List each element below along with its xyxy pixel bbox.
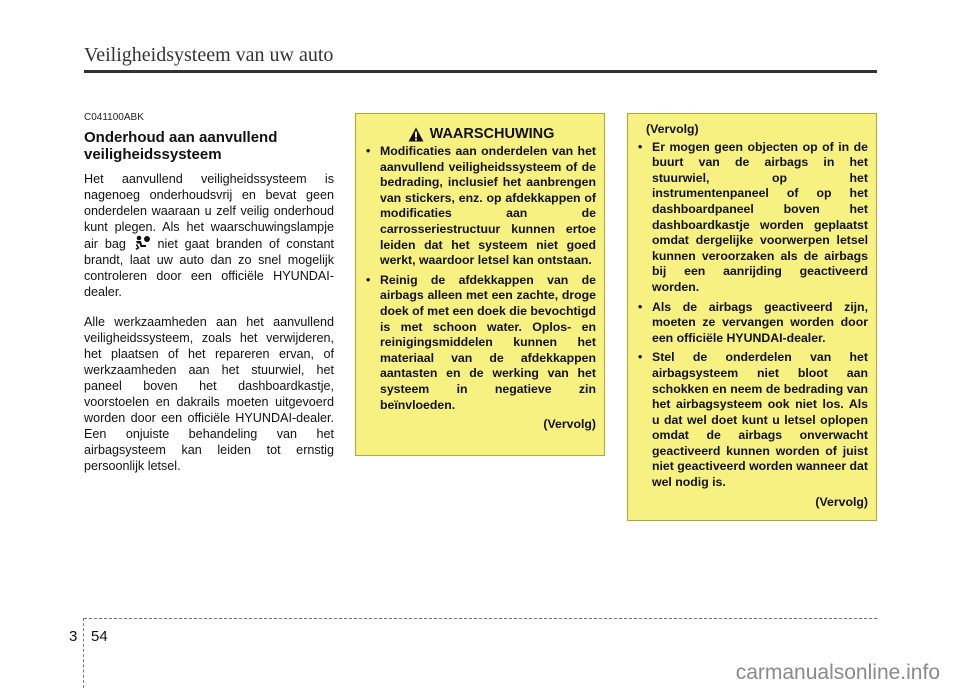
warning-list bbox=[366, 144, 596, 413]
header-rule bbox=[84, 70, 877, 73]
airbag-warning-icon bbox=[133, 235, 151, 251]
warning-box bbox=[355, 113, 605, 456]
continuation-list bbox=[638, 140, 868, 491]
page-header-title: Veiligheidsysteem van uw auto bbox=[84, 44, 334, 66]
continuation-top: (Vervolg) bbox=[646, 122, 699, 136]
page-number: 54 bbox=[91, 628, 108, 645]
warning-triangle-icon bbox=[408, 127, 424, 142]
paragraph-1 bbox=[84, 171, 334, 300]
continuation-item: • Er mogen geen objecten op of in de buurt van de airbags in het stuurwiel, op het instrumentenpaneel of op het dashboardpaneel boven het dashboardkastje worden geplaatst omdat dergelijke voorwerpen letsel kunnen veroorzaken als de airbags bij een aanrijding geactiveerd worden. bbox=[638, 140, 868, 296]
paragraph-1-part-b: niet gaat branden of constant brandt, laat uw auto dan zo snel mogelijk controleren door een officiële HYUNDAI-dealer. bbox=[84, 237, 335, 299]
warning-header bbox=[366, 126, 596, 142]
warning-item: • Modificaties aan onderdelen van het aanvullend veiligheidssysteem of de bedrading, inclusief het aanbrengen van stickers, enz. op afdekkappen of modificaties aan de carrosseriestructuur kunnen ertoe leiden dat het systeem niet goed werkt, waardoor letsel kan ontstaan. bbox=[366, 144, 596, 269]
footer-rule bbox=[84, 618, 877, 619]
warning-item: • Reinig de afdekkappen van de airbags alleen met een zachte, droge doek of met een doek die bevochtigd is met schoon water. Oplos- en reinigingsmiddelen kunnen het materiaal van de afdekkappen aantasten en de werking van het systeem in negatieve zin beïnvloeden. bbox=[366, 273, 596, 413]
paragraph-2: Alle werkzaamheden aan het aanvullend veiligheidssysteem, zoals het verwijderen, het plaatsen of het repareren ervan, of werkzaamheden aan het stuurwiel, het paneel boven het dashboardkastje, voorstoelen en dakrails moeten uitgevoerd worden door een officiële HYUNDAI-dealer. Een onjuiste behandeling van het airbagsysteem kan leiden tot ernstig persoonlijk letsel. bbox=[84, 315, 334, 473]
section-title: Onderhoud aan aanvullend veiligheidssysteem bbox=[84, 129, 278, 163]
continuation-bottom: (Vervolg) bbox=[815, 494, 868, 509]
continuation-item: • Stel de onderdelen van het airbagsysteem niet bloot aan schokken en neem de bedrading van het airbagsysteem ook niet los. Als u dat wel doet kunt u letsel oplopen omdat de airbags onverwacht geactiveerd kunnen worden of juist niet geactiveerd worden wanneer dat wel nodig is. bbox=[638, 350, 868, 490]
chapter-number: 3 bbox=[69, 628, 78, 645]
footer-divider bbox=[83, 618, 84, 688]
watermark: carmanualsonline.info bbox=[735, 661, 940, 684]
warning-title: WAARSCHUWING bbox=[429, 126, 555, 142]
section-code: C041100ABK bbox=[84, 112, 144, 123]
continuation-box bbox=[627, 113, 877, 521]
warning-continued: (Vervolg) bbox=[543, 417, 596, 432]
left-column bbox=[84, 112, 334, 488]
paragraph-1-part-a: Het aanvullend veiligheidssysteem is nagenoeg onderhoudsvrij en bevat geen onderdelen waaraan u zelf veilig onderhoud kunt plegen. Als het waarschuwingslampje air bag bbox=[84, 172, 334, 251]
continuation-item: • Als de airbags geactiveerd zijn, moeten ze vervangen worden door een officiële HYUNDAI-dealer. bbox=[638, 300, 868, 347]
